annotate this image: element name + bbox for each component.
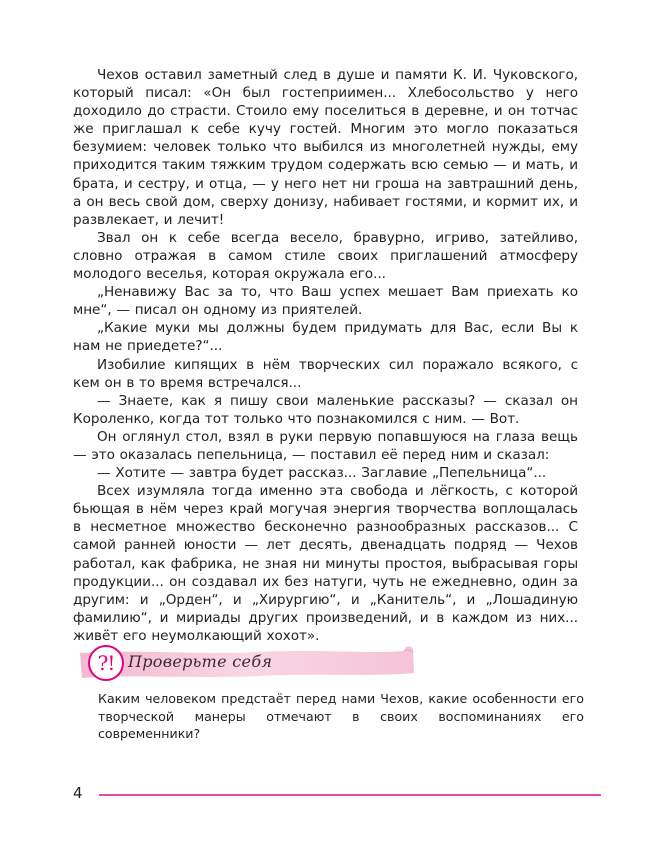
paragraph: „Ненавижу Вас за то, что Ваш успех мешает Вам приехать ко мне“, — писал он одному из приятелей.: [73, 284, 578, 319]
paragraph: Звал он к себе всегда весело, бравурно, игриво, затейливо, словно отражая в самом стиле своих приглашений атмосферу молодого веселья, которая окружала его...: [73, 229, 578, 283]
page-footer: [73, 784, 603, 804]
paragraph: — Хотите — завтра будет рассказ... Заглавие „Пепельница“...: [97, 465, 547, 482]
paragraph: „Какие муки мы должны будем придумать для Вас, если Вы к нам не приедете?“...: [73, 320, 578, 355]
section-title: Проверьте себя: [128, 652, 273, 671]
paragraph: Он оглянул стол, взял в руки первую попавшуюся на глаза вещь — это оказалась пепельница, — поставил её перед ним и сказал:: [73, 428, 578, 463]
main-text: [73, 66, 578, 645]
paragraph: Изобилие кипящих в нём творческих сил поражало всякого, с кем он в то время встречался...: [73, 356, 578, 391]
paragraph: Всех изумляла тогда именно эта свобода и лёгкость, с которой бьющая в нём через край могучая энергия творчества воплощалась в несметное множество бесконечно разнообразных рассказов... С самой ранней юности — лет десять, двенадцать подряд — Чехов работал, как фабрика, не зная ни минуты простоя, выбрасывая горы продукции... он создавал их без натуги, чуть не ежедневно, один за другим: и „Орден“, и „Хирургию“, и „Канитель“, и „Лошадиную фамилию“, и мириады других произведений, и в каждом из них... живёт его неумолкающий хохот».: [73, 483, 578, 644]
footer-divider: [99, 794, 601, 796]
paragraph: — Знаете, как я пишу свои маленькие рассказы? — сказал он Короленко, когда тот только что познакомился с ним. — Вот.: [73, 392, 578, 427]
question-exclamation-icon: ?!: [88, 645, 124, 681]
review-question: Каким человеком предстаёт перед нами Чехов, какие особенности его творческой манеры отмечают в своих воспоминаниях его современники?: [98, 691, 584, 741]
page-number: 4: [73, 784, 83, 802]
paragraph: Чехов оставил заметный след в душе и памяти К. И. Чуковского, который писал: «Он был гостеприимен... Хлебосольство у него доходило до страсти. Стоило ему поселиться в деревне, и он тотчас же приглашал к себе кучу гостей. Многим это могло показаться безумием: человек только что выбился из многолетней нужды, ему приходится таким тяжким трудом содержать всю семью — и мать, и брата, и сестру, и отца, — у него нет ни гроша на завтрашний день, а он весь свой дом, сверху донизу, набивает гостями, и кормит их, и развлекает, и лечит!: [73, 67, 578, 228]
check-yourself-banner: [78, 643, 418, 683]
